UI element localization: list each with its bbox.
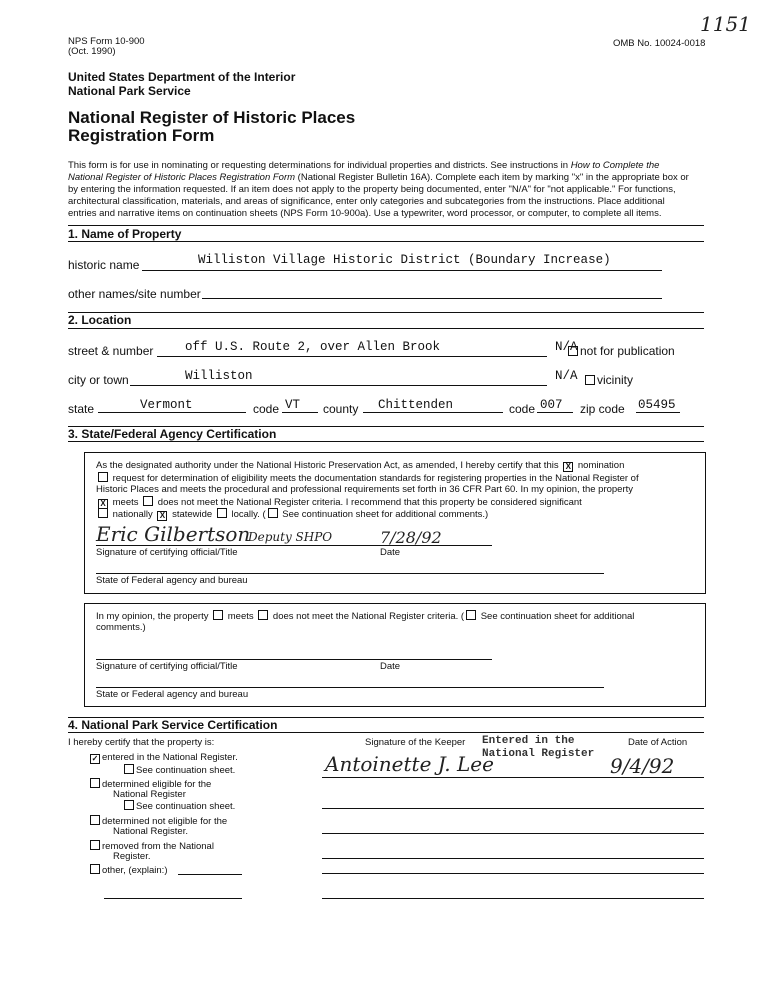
title-handwriting: Deputy SHPO [248, 530, 333, 544]
zip-label: zip code [580, 402, 625, 416]
nomination-checkbox[interactable]: X [563, 462, 573, 472]
keeper-line-1 [322, 777, 704, 778]
signature-label: Signature of certifying official/Title [96, 547, 238, 558]
opinion-line-2: comments.) [96, 622, 146, 633]
divider [68, 241, 704, 242]
locally-checkbox[interactable] [217, 508, 227, 518]
street-label: street & number [68, 344, 154, 358]
historic-name-label: historic name [68, 258, 140, 272]
not-eligible-checkbox[interactable] [90, 815, 100, 825]
does-not-meet-checkbox[interactable] [143, 496, 153, 506]
state-code-value[interactable]: VT [285, 398, 301, 412]
continuation-checkbox[interactable] [268, 508, 278, 518]
signature-2-label: Signature of certifying official/Title [96, 661, 238, 672]
eligible-option-line-2: National Register [113, 789, 186, 800]
county-label: county [323, 402, 359, 416]
section-4-heading: 4. National Park Service Certification [68, 718, 278, 732]
agency-line [96, 573, 604, 574]
keeper-label: Signature of the Keeper [365, 737, 466, 748]
certify-intro: I hereby certify that the property is: [68, 737, 215, 748]
entered-checkbox[interactable]: ✓ [91, 754, 99, 763]
vicinity-option [583, 373, 633, 387]
cert-line-5: nationally X statewide locally. ( See continuation sheet for additional comments.) [96, 508, 488, 521]
signature-2-line [96, 659, 492, 660]
other-option: other, (explain:) [88, 864, 167, 876]
not-eligible-option-line-2: National Register. [113, 826, 188, 837]
removed-option: removed from the National [88, 840, 214, 852]
removed-checkbox[interactable] [90, 840, 100, 850]
county-code-label: code [509, 402, 536, 416]
omb-number: OMB No. 10024-0018 [613, 38, 706, 49]
removed-option-line-2: Register. [113, 851, 151, 862]
entered-stamp: Entered in the National Register [482, 735, 595, 760]
historic-name-value[interactable]: Williston Village Historic District (Boundary Increase) [198, 253, 611, 267]
not-for-publication-option [566, 344, 675, 358]
entered-option: ✓ entered in the National Register. [91, 752, 238, 763]
form-date: (Oct. 1990) [68, 46, 116, 57]
date-label: Date [380, 547, 401, 558]
section-3-heading: 3. State/Federal Agency Certification [68, 427, 277, 441]
meets-checkbox[interactable]: X [98, 499, 108, 509]
city-label: city or town [68, 373, 129, 387]
opinion-line-1: In my opinion, the property meets does not meet the National Register criteria. ( See continuation sheet for additional [96, 611, 635, 622]
vicinity-checkbox[interactable] [585, 375, 595, 385]
historic-name-line [142, 270, 662, 271]
service: National Park Service [68, 84, 191, 98]
street-line [157, 356, 547, 357]
keeper-line-2 [322, 808, 704, 809]
opinion-meets-checkbox[interactable] [213, 610, 223, 620]
eligible-continuation-option: See continuation sheet. [122, 800, 235, 812]
county-code-line [537, 412, 573, 413]
section-1-heading: 1. Name of Property [68, 227, 182, 241]
signature-line [96, 545, 492, 546]
date-handwriting: 7/28/92 [380, 528, 442, 547]
state-line [98, 412, 246, 413]
determination-request-checkbox[interactable] [98, 472, 108, 482]
county-code-value[interactable]: 007 [540, 398, 563, 412]
not-for-publication-label: not for publication [580, 344, 675, 358]
date-of-action-label: Date of Action [628, 737, 688, 748]
zip-line [636, 412, 680, 413]
city-line [130, 385, 547, 386]
divider [68, 441, 704, 442]
form-number: NPS Form 10-900 [68, 36, 145, 47]
opinion-not-meet-checkbox[interactable] [258, 610, 268, 620]
cert-line-4: X meets does not meet the National Register criteria. I recommend that this property be considered significant [96, 496, 582, 509]
eligible-checkbox[interactable] [90, 778, 100, 788]
cert-line-1: As the designated authority under the National Historic Preservation Act, as amended, I hereby certify that this X nomination [96, 460, 625, 471]
cert-line-3: Historic Places and meets the procedural and professional requirements set forth in 36 CFR Part 60. In my opinion, the property [96, 484, 634, 495]
divider [68, 328, 704, 329]
state-label: state [68, 402, 95, 416]
department: United States Department of the Interior [68, 70, 296, 84]
not-eligible-option: determined not eligible for the [88, 815, 227, 827]
cert-line-2: request for determination of eligibility meets the documentation standards for registering properties in the National Register of [96, 472, 639, 485]
vicinity-label: vicinity [597, 373, 634, 387]
other-explain-line-2[interactable] [104, 898, 242, 899]
state-value[interactable]: Vermont [140, 398, 193, 412]
form-title-2: Registration Form [68, 126, 215, 145]
eligible-continuation-checkbox[interactable] [124, 800, 134, 810]
keeper-line-5 [322, 873, 704, 874]
keeper-line-4 [322, 858, 704, 859]
na-text: N/A [555, 369, 578, 383]
entered-continuation-checkbox[interactable] [124, 764, 134, 774]
instructions: This form is for use in nominating or requesting determinations for individual properties and districts. See instructions in How to Complete the National Register of Historic Places Registration Form (National Register Bulletin 16A). Complete each item by marking "x" in the appropriate box or by entering the information requested. If an item does not apply to the property being documented, enter "N/A" for "not applicable." For functions, architectural classification, materials, and areas of significance, enter only categories and subcategories from the instructions. Place additional entries and narrative items on continuation sheets (NPS Form 10-900a). Use a typewriter, word processor, or computer, to complete all items. [68, 160, 689, 219]
zip-value[interactable]: 05495 [638, 398, 676, 412]
agency-2-label: State or Federal agency and bureau [96, 689, 249, 700]
other-explain-field[interactable] [178, 874, 242, 875]
other-names-field[interactable] [202, 298, 662, 299]
opinion-continuation-checkbox[interactable] [466, 610, 476, 620]
section-2-heading: 2. Location [68, 313, 132, 327]
state-code-label: code [253, 402, 280, 416]
divider [68, 225, 704, 226]
eligible-option: determined eligible for the [88, 778, 211, 790]
keeper-line-3 [322, 833, 704, 834]
county-line [363, 412, 503, 413]
other-names-label: other names/site number [68, 287, 201, 301]
date-2-label: Date [380, 661, 401, 672]
county-value[interactable]: Chittenden [378, 398, 454, 412]
statewide-checkbox[interactable]: X [157, 511, 167, 521]
entered-continuation-option: See continuation sheet. [122, 764, 235, 776]
keeper-line-6 [322, 898, 704, 899]
state-code-line [282, 412, 318, 413]
form-title-1: National Register of Historic Places [68, 108, 356, 127]
other-checkbox[interactable] [90, 864, 100, 874]
divider [68, 732, 704, 733]
signature-handwriting: Eric Gilbertson [96, 522, 251, 546]
agency-2-line [96, 687, 604, 688]
city-value[interactable]: Williston [185, 369, 253, 383]
handwritten-number: 1151 [700, 12, 751, 36]
agency-label: State of Federal agency and bureau [96, 575, 248, 586]
street-value[interactable]: off U.S. Route 2, over Allen Brook [185, 340, 441, 354]
not-for-publication-checkbox[interactable] [568, 346, 578, 356]
na-text: N/A [555, 340, 578, 354]
keeper-signature-handwriting: Antoinette J. Lee [325, 752, 494, 776]
divider [68, 312, 704, 313]
action-date-handwriting: 9/4/92 [610, 754, 675, 778]
nationally-checkbox[interactable] [98, 508, 108, 518]
